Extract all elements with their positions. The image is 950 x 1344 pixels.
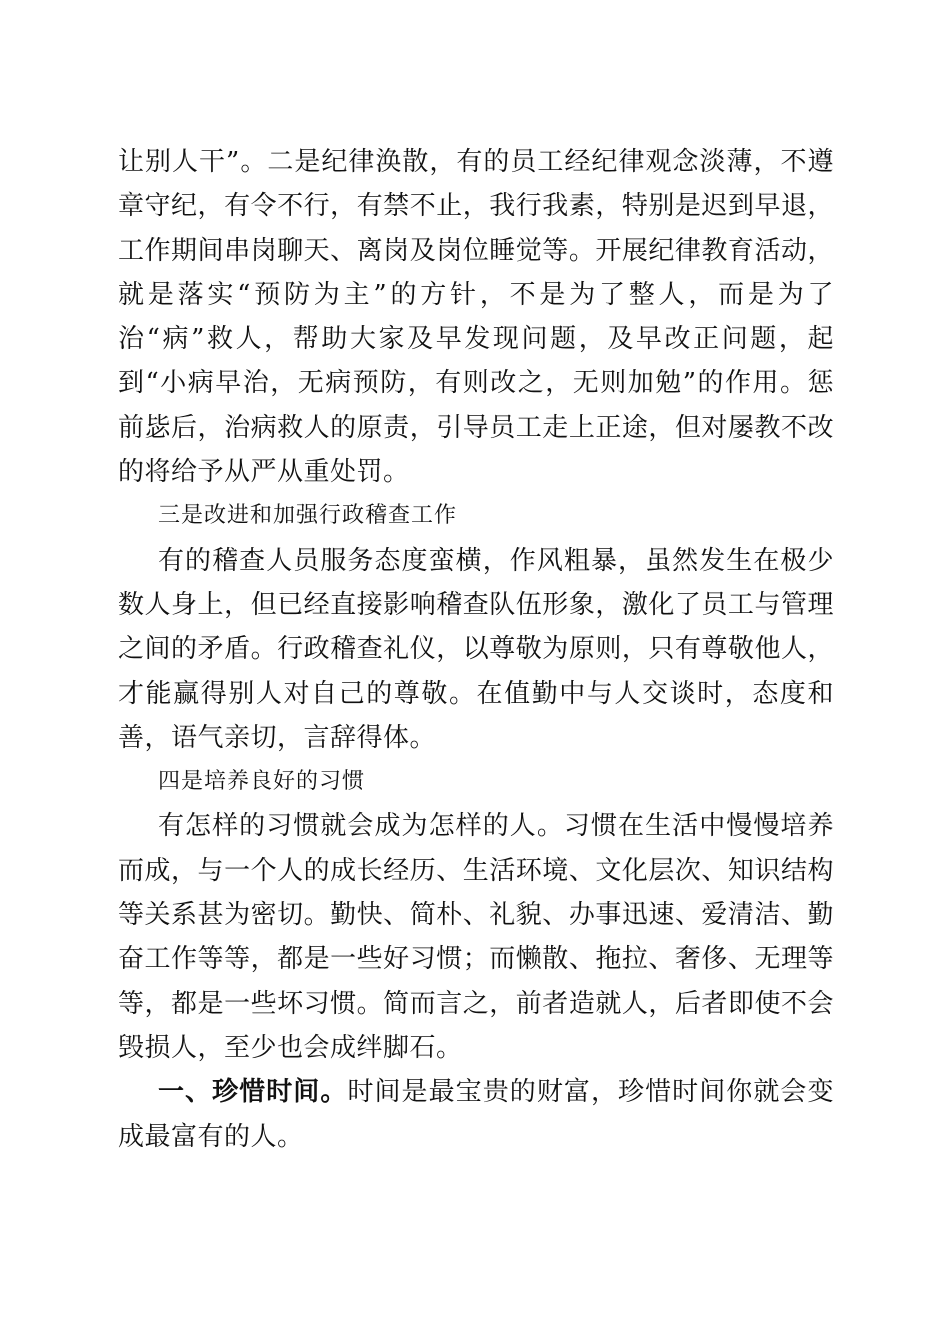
heading-habits: 四是培养良好的习惯 bbox=[158, 769, 366, 795]
paragraph-discipline: 让别人干”。二是纪律涣散，有的员工经纪律观念淡薄，不遵章守纪，有令不行，有禁不止，我行我素，特别是迟到早退，工作期间串岗聊天、离岗及岗位睡觉等。开展纪律教育活动，就是落实“预防为主”的方针，不是为了整人，而是为了治“病”救人，帮助大家及早发现问题，及早改正问题，起到“小病早治，无病预防，有则改之，无则加勉”的作用。惩前毖后，治病救人的原责，引导员工走上正途，但对屡教不改的将给予从严从重处罚。 bbox=[118, 147, 834, 488]
item-text-cherish-time: 时间是最宝贵的财富，珍惜时间你就会变成最富有的人。 bbox=[118, 1077, 834, 1152]
paragraph-habits: 有怎样的习惯就会成为怎样的人。习惯在生活中慢慢培养而成，与一个人的成长经历、生活环境、文化层次、知识结构等关系甚为密切。勤快、简朴、礼貌、办事迅速、爱清洁、勤奋工作等等，都是一些好习惯；而懒散、拖拉、奢侈、无理等等，都是一些坏习惯。简而言之，前者造就人，后者即使不会毁损人，至少也会成绊脚石。 bbox=[118, 811, 834, 1063]
paragraph-inspection: 有的稽查人员服务态度蛮横，作风粗暴，虽然发生在极少数人身上，但已经直接影响稽查队伍形象，激化了员工与管理之间的矛盾。行政稽查礼仪，以尊敬为原则，只有尊敬他人，才能赢得别人对自己的尊敬。在值勤中与人交谈时，态度和善，语气亲切，言辞得体。 bbox=[118, 545, 834, 753]
heading-inspection: 三是改进和加强行政稽查工作 bbox=[158, 503, 458, 529]
document-body bbox=[118, 140, 834, 1159]
item-lead-cherish-time: 一、珍惜时间。 bbox=[158, 1077, 348, 1108]
paragraph-cherish-time bbox=[118, 1070, 834, 1159]
